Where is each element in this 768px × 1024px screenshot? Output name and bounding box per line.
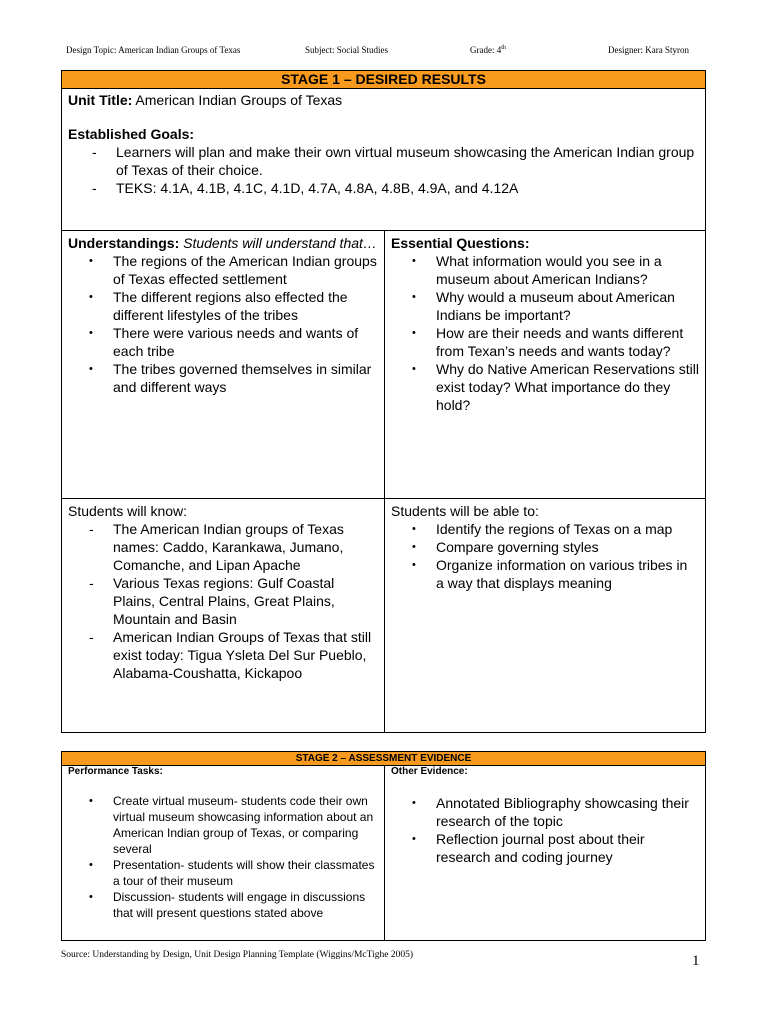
essential-questions-cell [385,231,705,499]
list-item: • Annotated Bibliography showcasing their research of the topic [436,794,699,830]
unit-title-label: Unit Title: [68,92,133,108]
list-item: - American Indian Groups of Texas that still exist today: Tigua Ysleta Del Sur Pueblo, Alabama-Coushatta, Kickapoo [113,628,378,682]
other-evidence-list [436,794,699,866]
understandings-heading: Understandings: Students will understand that… [68,235,377,251]
grade-label: Grade: 4 [470,45,502,55]
goals-list [116,143,699,197]
know-cell [62,499,385,732]
know-heading: Students will know: [68,503,188,519]
essential-questions-list [436,252,699,414]
list-item: • Identify the regions of Texas on a map [436,520,699,538]
understandings-cell [62,231,385,499]
performance-tasks-cell [62,765,385,940]
understandings-intro: Students will understand that… [179,235,377,251]
stage1-table [61,70,706,733]
list-item: • The different regions also effected the different lifestyles of the tribes [113,288,378,324]
list-item: • The regions of the American Indian groups of Texas effected settlement [113,252,378,288]
list-item: - Various Texas regions: Gulf Coastal Plains, Central Plains, Great Plains, Mountain and Basin [113,574,378,628]
list-item: • Discussion- students will engage in discussions that will present questions stated above [113,889,378,921]
list-item: • Why would a museum about American Indians be important? [436,288,699,324]
able-cell [385,499,705,732]
able-list [436,520,699,592]
list-item: - TEKS: 4.1A, 4.1B, 4.1C, 4.1D, 4.7A, 4.8A, 4.8B, 4.9A, and 4.12A [116,179,699,197]
unit-section [62,88,705,231]
stage2-title: STAGE 2 – ASSESSMENT EVIDENCE [62,752,705,766]
unit-title [68,91,699,109]
other-evidence-cell [385,765,705,940]
list-item: • Compare governing styles [436,538,699,556]
designer: Designer: Kara Styron [608,45,689,55]
design-topic: Design Topic: American Indian Groups of Texas [66,45,241,55]
list-item: • Create virtual museum- students code their own virtual museum showcasing information about an American Indian group of Texas, or comparing several [113,793,378,857]
list-item: • The tribes governed themselves in similar and different ways [113,360,378,396]
unit-title-value: American Indian Groups of Texas [132,92,343,108]
source-footer: Source: Understanding by Design, Unit Design Planning Template (Wiggins/McTighe 2005) [61,950,414,960]
other-evidence-heading: Other Evidence: [391,766,468,777]
subject: Subject: Social Studies [305,45,388,55]
list-item: - Learners will plan and make their own virtual museum showcasing the American Indian group of Texas of their choice. [116,143,699,179]
list-item: • Organize information on various tribes in a way that displays meaning [436,556,699,592]
stage1-title: STAGE 1 – DESIRED RESULTS [62,71,705,89]
list-item: • How are their needs and wants different from Texan’s needs and wants today? [436,324,699,360]
able-heading: Students will be able to: [391,503,539,519]
list-item: • Why do Native American Reservations still exist today? What importance do they hold? [436,360,699,414]
grade [470,45,506,55]
performance-tasks-heading: Performance Tasks: [68,766,163,777]
list-item: • What information would you see in a museum about American Indians? [436,252,699,288]
page-number: 1 [692,953,700,969]
understandings-list [113,252,378,396]
list-item: • Presentation- students will show their classmates a tour of their museum [113,857,378,889]
stage2-table [61,751,706,941]
list-item: • Reflection journal post about their research and coding journey [436,830,699,866]
list-item: - The American Indian groups of Texas names: Caddo, Karankawa, Jumano, Comanche, and Lipan Apache [113,520,378,574]
performance-tasks-list [113,793,378,921]
grade-suffix: th [501,45,506,51]
know-list [113,520,378,682]
list-item: • There were various needs and wants of each tribe [113,324,378,360]
essential-questions-heading: Essential Questions: [391,235,530,251]
goals-heading: Established Goals: [68,126,195,142]
